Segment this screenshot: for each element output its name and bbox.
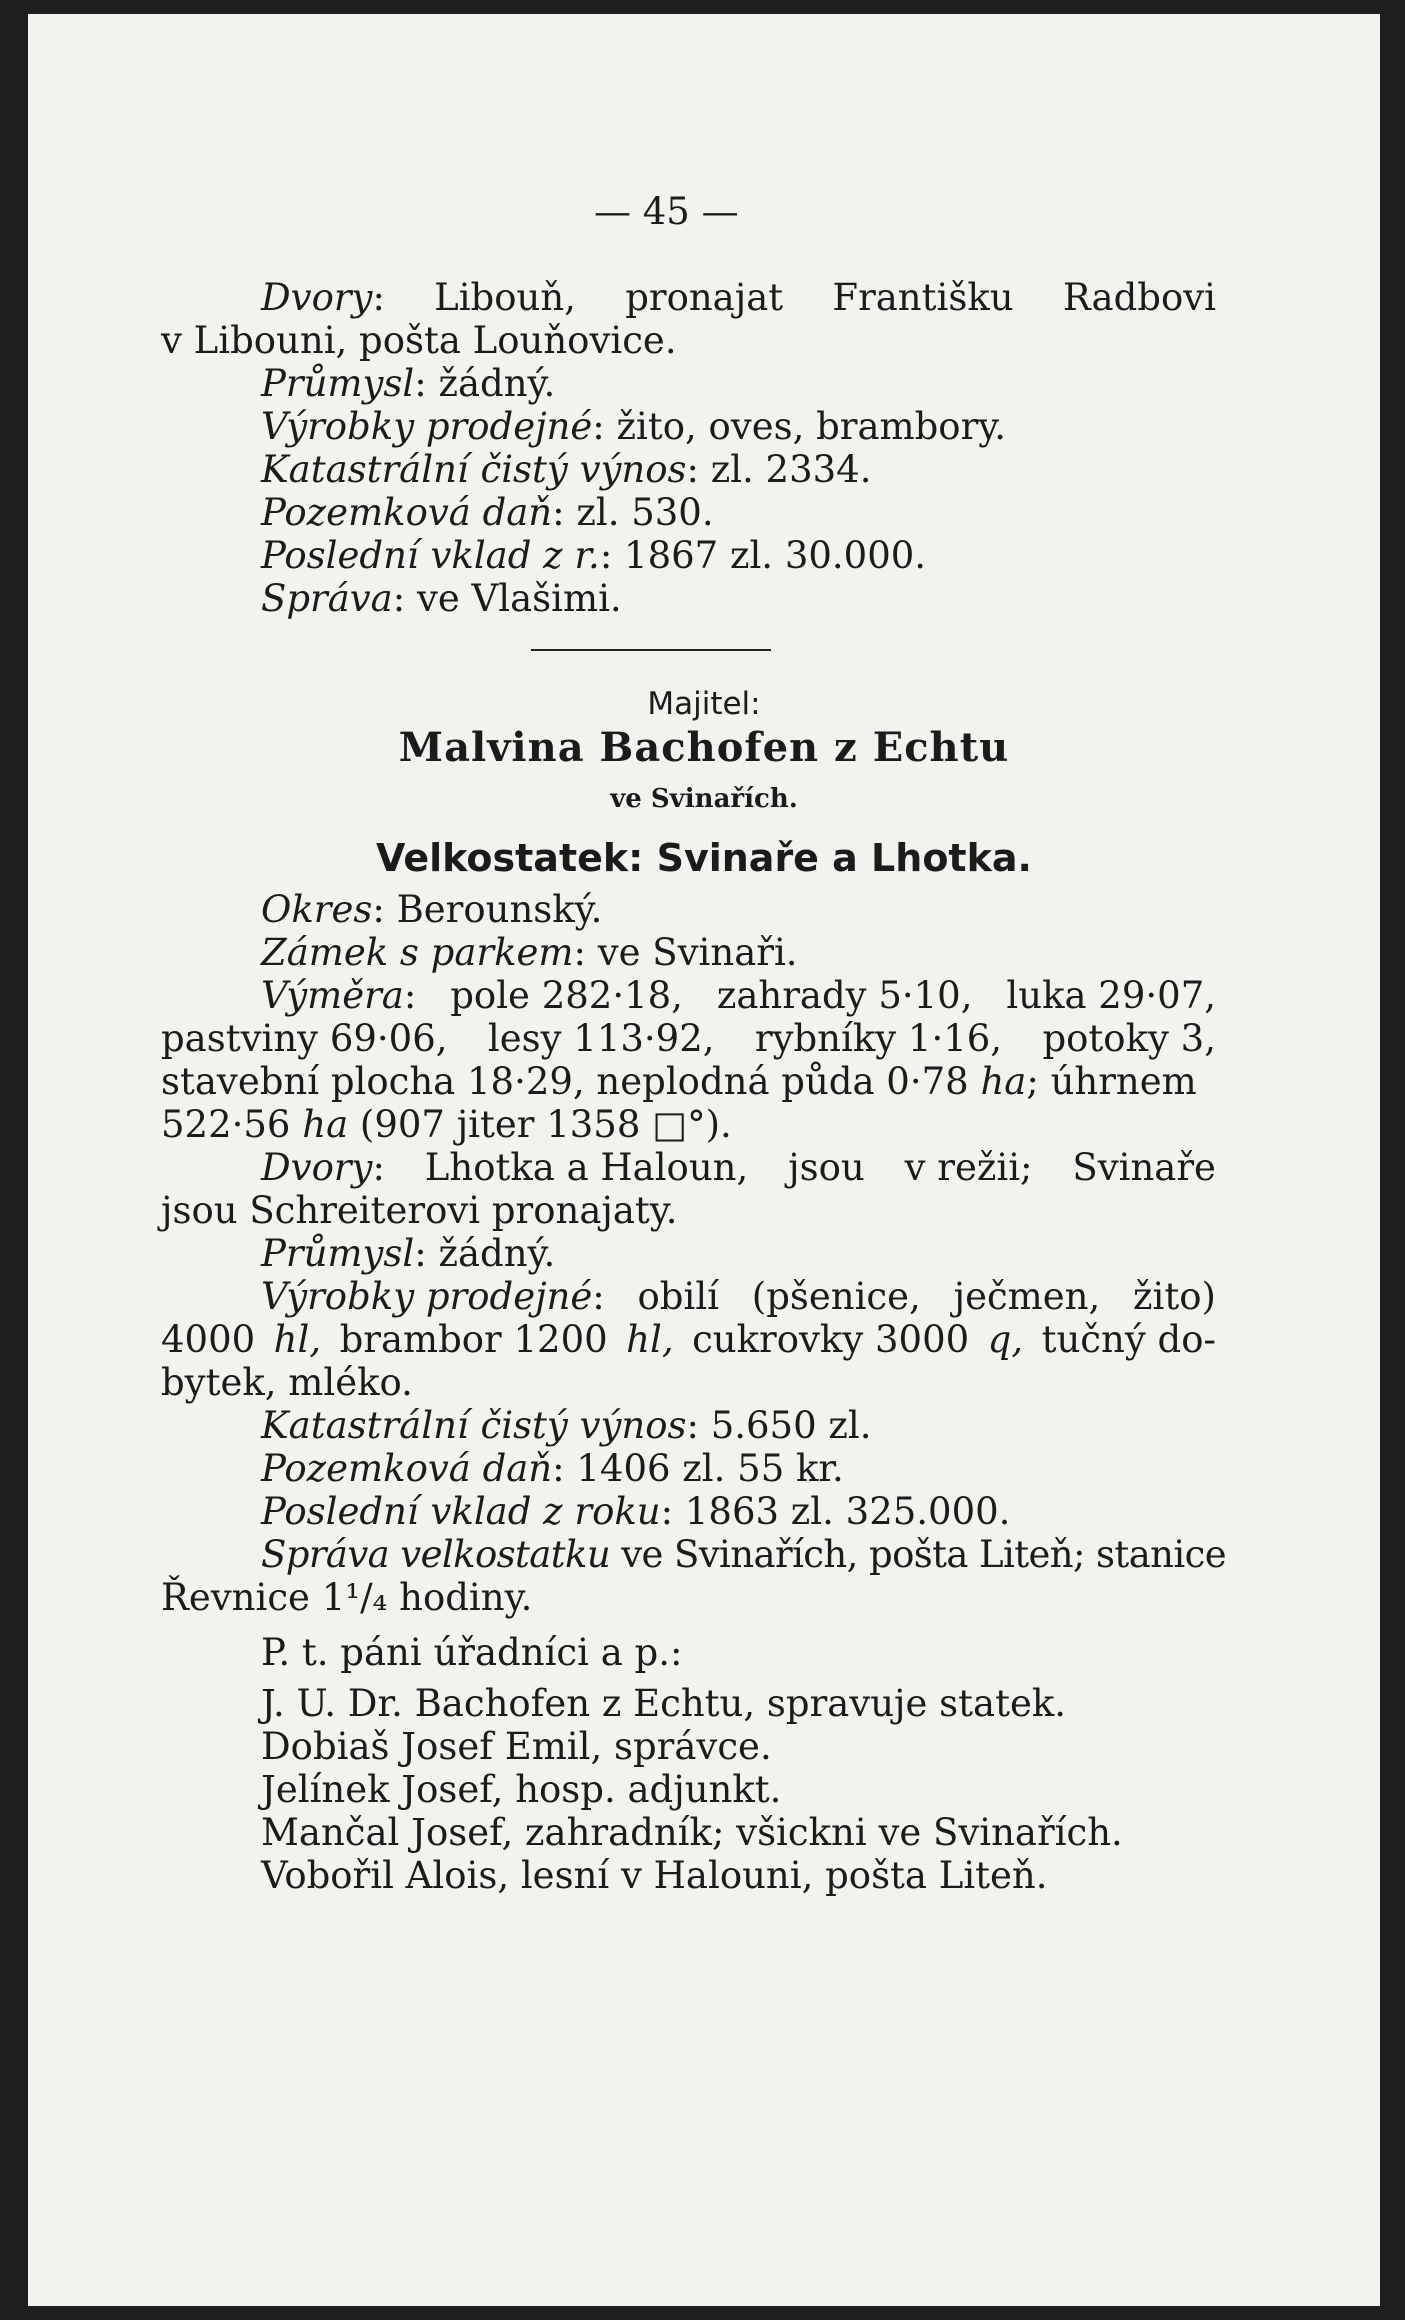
katastr-line: Katastrální čistý výnos: zl. 2334. — [261, 448, 872, 491]
vyrobky-line: Výrobky prodejné: žito, oves, brambory. — [261, 405, 1007, 448]
vyrobky-word: obilí — [637, 1275, 719, 1318]
dvory-word: jsou — [788, 1146, 865, 1189]
zamek-line: Zámek s parkem: ve Svinaři. — [261, 931, 798, 974]
estate-prumysl-line: Průmysl: žádný. — [261, 1232, 556, 1275]
estate-vklad-line: Poslední vklad z roku: 1863 zl. 325.000. — [261, 1490, 1011, 1533]
estate-dvory-label: Dvory — [261, 1146, 373, 1189]
officials-heading: P. t. páni úřadníci a p.: — [261, 1631, 683, 1674]
prumysl-value: žádný. — [438, 362, 556, 405]
vklad-line: Poslední vklad z r.: 1867 zl. 30.000. — [261, 534, 927, 577]
dvory-word: Libouň, — [434, 276, 576, 319]
vymera-jitra: (907 jiter 1358 □°). — [359, 1103, 732, 1146]
vyrobky-word: žito) — [1133, 1275, 1216, 1318]
vymera-label: Výměra — [261, 974, 404, 1017]
official-entry: Jelínek Josef, hosp. adjunkt. — [261, 1768, 782, 1811]
owner-name: Malvina Bachofen z Echtu — [398, 724, 1010, 771]
sprava-label: Správa velkostatku — [261, 1533, 611, 1576]
vyrobky-label: Výrobky prodejné — [261, 1275, 593, 1318]
sprava-value: ve Vlašimi. — [416, 577, 622, 620]
sprava-label: Správa — [261, 577, 393, 620]
unit-q: q, — [987, 1318, 1024, 1361]
estate-pozemkova-line: Pozemková daň: 1406 zl. 55 kr. — [261, 1447, 844, 1490]
vklad-value: 1867 zl. 30.000. — [624, 534, 927, 577]
estate-katastr-line: Katastrální čistý výnos: 5.650 zl. — [261, 1404, 872, 1447]
prumysl-line: Průmysl: žádný. — [261, 362, 556, 405]
vymera-text: ; úhrnem — [1026, 1060, 1197, 1103]
vymera-line-3 — [161, 1060, 1197, 1104]
estate-dvory-line-2: jsou Schreiterovi pronajaty. — [161, 1189, 678, 1232]
unit-hl: hl, — [273, 1318, 322, 1361]
vyrobky-value: žito, oves, brambory. — [616, 405, 1007, 448]
vyrobky-text: cukrovky 3000 — [692, 1318, 970, 1361]
dvory-word: Svinaře — [1072, 1146, 1216, 1189]
vymera-total: 522·56 — [161, 1103, 291, 1146]
dvory-word: Lhotka a Haloun, — [424, 1146, 749, 1189]
pozemkova-value: zl. 530. — [576, 491, 714, 534]
unit-ha: ha — [302, 1103, 349, 1146]
vklad-label: Poslední vklad z r. — [261, 534, 600, 577]
dvory-line-2: v Libouni, pošta Louňovice. — [161, 319, 677, 362]
section-divider — [531, 649, 771, 651]
katastr-value: 5.650 zl. — [710, 1404, 872, 1447]
estate-heading: Velkostatek: Svinaře a Lhotka. — [376, 836, 1032, 880]
estate-vyrobky-line-1: Výrobky prodejné: obilí (pšenice, ječmen, žito) — [261, 1275, 1216, 1318]
dvory-word: pronajat — [625, 276, 784, 319]
katastr-label: Katastrální čistý výnos — [261, 1404, 687, 1447]
okres-label: Okres — [261, 888, 373, 931]
dvory-word: Radbovi — [1062, 276, 1216, 319]
estate-vyrobky-line-3: bytek, mléko. — [161, 1361, 413, 1404]
prumysl-label: Průmysl — [261, 362, 415, 405]
dvory-label: Dvory — [261, 276, 373, 319]
vymera-word: lesy 113·92, — [487, 1017, 715, 1060]
pozemkova-line: Pozemková daň: zl. 530. — [261, 491, 714, 534]
okres-value: Berounský. — [396, 888, 603, 931]
pozemkova-label: Pozemková daň — [261, 491, 553, 534]
dvory-word: v režii; — [904, 1146, 1033, 1189]
vklad-label: Poslední vklad z roku — [261, 1490, 661, 1533]
estate-vyrobky-line-2 — [161, 1318, 1216, 1362]
book-page — [28, 14, 1380, 2306]
vymera-word: rybníky 1·16, — [754, 1017, 1003, 1060]
vyrobky-label: Výrobky prodejné — [261, 405, 593, 448]
prumysl-label: Průmysl — [261, 1232, 415, 1275]
estate-sprava-line — [261, 1533, 1226, 1577]
vymera-word: zahrady 5·10, — [716, 974, 973, 1017]
dvory-word: Františku — [832, 276, 1014, 319]
katastr-label: Katastrální čistý výnos — [261, 448, 687, 491]
vymera-word: luka 29·07, — [1006, 974, 1216, 1017]
katastr-value: zl. 2334. — [710, 448, 872, 491]
vklad-value: 1863 zl. 325.000. — [684, 1490, 1011, 1533]
official-entry: Dobiaš Josef Emil, správce. — [261, 1725, 772, 1768]
owner-label: Majitel: — [647, 686, 761, 722]
estate-sprava-line-2: Řevnice 1¹/₄ hodiny. — [161, 1576, 533, 1619]
unit-hl: hl, — [626, 1318, 674, 1361]
vyrobky-text: 4000 — [161, 1318, 256, 1361]
official-entry: Mančal Josef, zahradník; všickni ve Svinařích. — [261, 1811, 1123, 1854]
unit-ha: ha — [980, 1060, 1027, 1103]
vymera-line-2 — [161, 1017, 1216, 1061]
vyrobky-text: tučný do- — [1041, 1318, 1216, 1361]
pozemkova-value: 1406 zl. 55 kr. — [576, 1447, 844, 1490]
dvory-line-1: Dvory: Libouň, pronajat Františku Radbovi — [261, 276, 1216, 319]
pozemkova-label: Pozemková daň — [261, 1447, 553, 1490]
prumysl-value: žádný. — [438, 1232, 556, 1275]
vyrobky-word: ječmen, — [953, 1275, 1101, 1318]
zamek-label: Zámek s parkem — [261, 931, 574, 974]
official-entry: J. U. Dr. Bachofen z Echtu, spravuje statek. — [261, 1682, 1067, 1725]
vymera-word: pole 282·18, — [450, 974, 683, 1017]
vymera-text: stavební plocha 18·29, neplodná půda 0·78 — [161, 1060, 969, 1103]
vyrobky-text: brambor 1200 — [339, 1318, 608, 1361]
estate-dvory-line-1: Dvory: Lhotka a Haloun, jsou v režii; Svinaře — [261, 1146, 1216, 1189]
sprava-line: Správa: ve Vlašimi. — [261, 577, 622, 620]
page-number: — 45 — — [594, 190, 739, 233]
vymera-line-1: Výměra: pole 282·18, zahrady 5·10, luka 29·07, — [261, 974, 1216, 1017]
vyrobky-word: (pšenice, — [751, 1275, 921, 1318]
vymera-line-4 — [161, 1103, 732, 1147]
okres-line: Okres: Berounský. — [261, 888, 603, 931]
vymera-word: pastviny 69·06, — [161, 1017, 448, 1060]
sprava-value: ve Svinařích, pošta Liteň; stanice — [621, 1533, 1227, 1576]
vymera-word: potoky 3, — [1042, 1017, 1216, 1060]
zamek-value: ve Svinaři. — [597, 931, 798, 974]
official-entry: Vobořil Alois, lesní v Halouni, pošta Liteň. — [261, 1854, 1048, 1897]
owner-place: ve Svinařích. — [610, 784, 798, 814]
